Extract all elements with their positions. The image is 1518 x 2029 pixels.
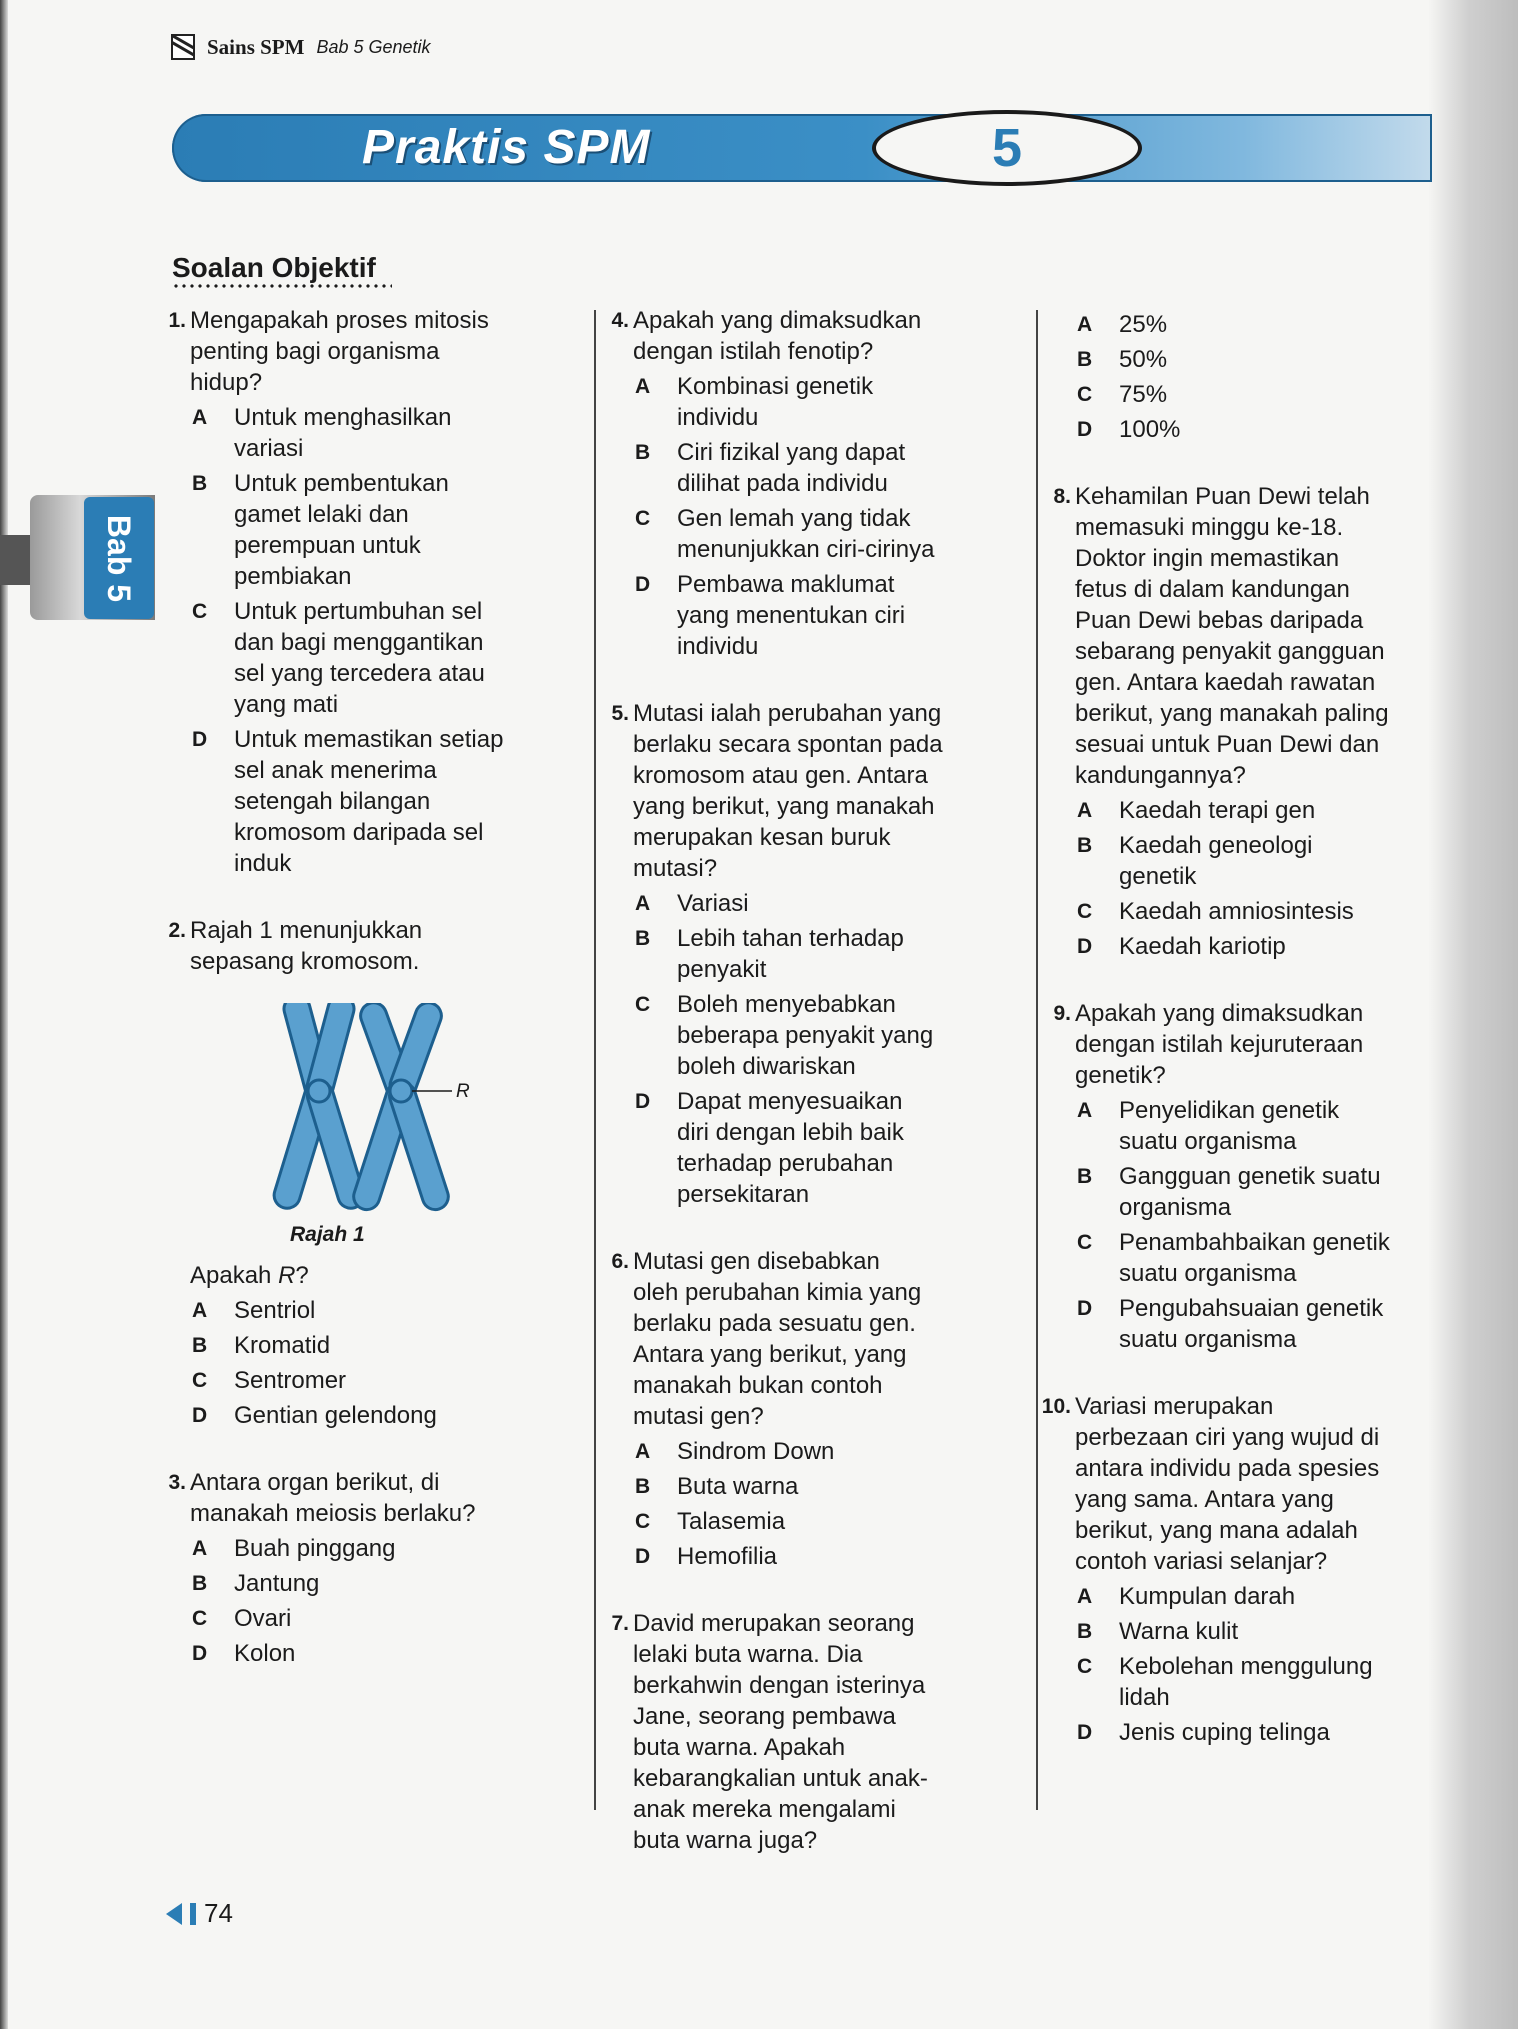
- question-number: 2.: [168, 919, 186, 942]
- option-c[interactable]: [1075, 896, 1455, 927]
- column-2: [611, 305, 1033, 1892]
- option-letter: C: [192, 1369, 208, 1392]
- option-b[interactable]: [190, 1568, 590, 1599]
- question-text: David merupakan seorang lelaki buta warna. Dia berkahwin dengan isterinya Jane, seorang pembawa buta warna. Apakah kebarangkalian untuk anak- anak mereka mengalami buta warna juga?: [633, 1610, 928, 1854]
- option-text: Jenis cuping telinga: [1119, 1719, 1330, 1746]
- section-title-underline: [172, 284, 392, 288]
- page-number: 74: [204, 1898, 233, 1928]
- question-8: [1053, 481, 1455, 962]
- option-letter: C: [1077, 383, 1093, 406]
- option-c[interactable]: [633, 989, 1033, 1082]
- question-text: Apakah yang dimaksudkan dengan istilah fenotip?: [633, 307, 922, 365]
- option-text: 75%: [1119, 381, 1168, 408]
- option-text: Untuk pertumbuhan sel dan bagi menggantikan sel yang tercedera atau yang mati: [234, 598, 485, 718]
- option-b[interactable]: [190, 1330, 590, 1361]
- option-letter: B: [635, 1475, 651, 1498]
- option-letter: B: [192, 1334, 208, 1357]
- question-number: 3.: [168, 1471, 186, 1494]
- option-letter: C: [1077, 1231, 1093, 1254]
- option-c[interactable]: [190, 596, 590, 720]
- option-letter: A: [635, 892, 651, 915]
- option-text: 25%: [1119, 311, 1168, 338]
- option-text: Kolon: [234, 1640, 296, 1667]
- option-b[interactable]: [1075, 830, 1455, 892]
- option-d[interactable]: [1075, 1293, 1455, 1355]
- option-text: Variasi: [677, 890, 749, 917]
- option-text: Kombinasi genetik individu: [677, 373, 874, 431]
- option-text: 50%: [1119, 346, 1168, 373]
- option-text: Gen lemah yang tidak menunjukkan ciri-cirinya: [677, 505, 935, 563]
- option-letter: A: [1077, 1099, 1093, 1122]
- option-letter: A: [1077, 313, 1093, 336]
- option-text: Kaedah terapi gen: [1119, 797, 1316, 824]
- section-title: Soalan Objektif: [172, 252, 376, 283]
- figure-caption: Rajah 1: [290, 1223, 365, 1246]
- option-c[interactable]: [190, 1365, 590, 1396]
- question-10: [1041, 1391, 1455, 1748]
- option-d[interactable]: [1075, 931, 1455, 962]
- option-b[interactable]: [633, 1471, 1033, 1502]
- option-letter: B: [192, 472, 208, 495]
- option-letter: A: [192, 1537, 208, 1560]
- option-letter: D: [635, 1090, 651, 1113]
- option-letter: A: [1077, 799, 1093, 822]
- option-text: Kebolehan menggulung lidah: [1119, 1653, 1373, 1711]
- question-1: [168, 305, 590, 879]
- option-d[interactable]: [190, 724, 590, 879]
- option-a[interactable]: [1075, 795, 1455, 826]
- option-text: Sentriol: [234, 1297, 316, 1324]
- option-text: Pembawa maklumat yang menentukan ciri individu: [677, 571, 906, 660]
- banner-bar: [172, 114, 1432, 182]
- left-chromosome: [271, 1003, 367, 1211]
- option-letter: B: [635, 441, 651, 464]
- side-tab-label: [84, 497, 154, 619]
- option-letter: D: [1077, 1297, 1093, 1320]
- running-header: [171, 34, 431, 60]
- page-bar-icon: [190, 1903, 196, 1925]
- option-letter: D: [1077, 1721, 1093, 1744]
- option-letter: B: [635, 927, 651, 950]
- sub-question: [190, 1260, 590, 1291]
- question-text: Apakah yang dimaksudkan dengan istilah kejuruteraan genetik?: [1075, 1000, 1364, 1089]
- option-text: Hemofilia: [677, 1543, 778, 1570]
- question-3: [168, 1467, 590, 1669]
- option-text: Dapat menyesuaikan diri dengan lebih baik terhadap perubahan persekitaran: [677, 1088, 904, 1208]
- option-text: Penambahbaikan genetik suatu organisma: [1119, 1229, 1390, 1287]
- column-1: [168, 305, 590, 1705]
- option-letter: B: [1077, 1165, 1093, 1188]
- question-number: 9.: [1053, 1002, 1071, 1025]
- option-text: Penyelidikan genetik suatu organisma: [1119, 1097, 1340, 1155]
- right-chromosome: [350, 1003, 451, 1213]
- option-letter: C: [1077, 900, 1093, 923]
- question-9: [1053, 998, 1455, 1355]
- question-text: Antara organ berikut, di manakah meiosis berlaku?: [190, 1469, 476, 1527]
- option-letter: A: [635, 1440, 651, 1463]
- page-arrow-icon: [166, 1903, 182, 1925]
- option-letter: C: [1077, 1655, 1093, 1678]
- option-d[interactable]: [1075, 414, 1455, 445]
- option-a[interactable]: [633, 371, 1033, 433]
- option-letter: C: [192, 1607, 208, 1630]
- binding-shadow: [0, 0, 8, 2029]
- option-letter: C: [635, 993, 651, 1016]
- option-b[interactable]: [1075, 344, 1455, 375]
- question-7: [611, 1608, 1033, 1856]
- question-number: 5.: [611, 702, 629, 725]
- question-text: Kehamilan Puan Dewi telah memasuki minggu ke-18. Doktor ingin memastikan fetus di dalam kandungan Puan Dewi bebas daripada sebarang penyakit gangguan gen. Antara kaedah rawatan berikut, yang manakah paling sesuai untuk Puan Dewi dan kandungannya?: [1075, 483, 1389, 789]
- option-text: Sentromer: [234, 1367, 347, 1394]
- option-letter: C: [635, 1510, 651, 1533]
- option-letter: B: [1077, 348, 1093, 371]
- book-title: Sains SPM: [207, 34, 305, 59]
- option-text: Kaedah geneologi genetik: [1119, 832, 1313, 890]
- option-text: Buta warna: [677, 1473, 799, 1500]
- column-3: [1041, 305, 1455, 1784]
- option-letter: B: [1077, 834, 1093, 857]
- question-number: 8.: [1053, 485, 1071, 508]
- option-letter: B: [192, 1572, 208, 1595]
- question-number: 1.: [168, 309, 186, 332]
- option-text: Boleh menyebabkan beberapa penyakit yang boleh diwariskan: [677, 991, 934, 1080]
- question-number: 4.: [611, 309, 629, 332]
- question-7-options: [1075, 309, 1455, 445]
- section-banner: [172, 110, 1432, 190]
- option-d[interactable]: [633, 569, 1033, 662]
- option-letter: D: [192, 1404, 208, 1427]
- option-letter: A: [1077, 1585, 1093, 1608]
- option-a[interactable]: [190, 1295, 590, 1326]
- option-text: Buah pinggang: [234, 1535, 396, 1562]
- option-c[interactable]: [190, 1603, 590, 1634]
- option-text: Pengubahsuaian genetik suatu organisma: [1119, 1295, 1384, 1353]
- publisher-logo-icon: [171, 34, 195, 60]
- option-text: Kromatid: [234, 1332, 331, 1359]
- option-text: Kumpulan darah: [1119, 1583, 1296, 1610]
- option-a[interactable]: [633, 1436, 1033, 1467]
- chapter-side-tab: [0, 485, 155, 635]
- option-text: Sindrom Down: [677, 1438, 835, 1465]
- banner-title: Praktis SPM: [362, 121, 651, 174]
- option-a[interactable]: [190, 1533, 590, 1564]
- option-b[interactable]: [633, 437, 1033, 499]
- banner-number: 5: [991, 118, 1023, 178]
- banner-number-oval: [872, 110, 1142, 186]
- option-letter: D: [192, 1642, 208, 1665]
- option-letter: D: [192, 728, 208, 751]
- option-letter: D: [635, 1545, 651, 1568]
- sub-question-text: Apakah: [190, 1262, 279, 1289]
- option-d[interactable]: [633, 1541, 1033, 1572]
- option-a[interactable]: [1075, 309, 1455, 340]
- question-text: Variasi merupakan perbezaan ciri yang wujud di antara individu pada spesies yang sama. Antara yang berikut, yang mana adalah contoh variasi selanjar?: [1075, 1393, 1380, 1575]
- option-text: Kaedah amniosintesis: [1119, 898, 1354, 925]
- option-c[interactable]: [1075, 1651, 1455, 1713]
- option-c[interactable]: [633, 503, 1033, 565]
- option-text: Gentian gelendong: [234, 1402, 437, 1429]
- page-footer: [166, 1898, 233, 1929]
- option-text: 100%: [1119, 416, 1181, 443]
- option-text: Untuk memastikan setiap sel anak menerima setengah bilangan kromosom daripada sel induk: [234, 726, 504, 877]
- column-divider: [1036, 310, 1038, 1810]
- option-b[interactable]: [1075, 1616, 1455, 1647]
- question-5: [611, 698, 1033, 1210]
- question-number: 6.: [611, 1250, 629, 1273]
- side-tab-bar: [0, 535, 30, 585]
- option-letter: A: [192, 1299, 208, 1322]
- option-letter: A: [192, 406, 208, 429]
- option-a[interactable]: [1075, 1095, 1455, 1157]
- option-text: Ovari: [234, 1605, 292, 1632]
- chapter-run-title: Bab 5 Genetik: [316, 36, 431, 57]
- question-text: Mutasi ialah perubahan yang berlaku secara spontan pada kromosom atau gen. Antara yang berikut, yang manakah merupakan kesan buruk mutasi?: [633, 700, 943, 882]
- option-d[interactable]: [190, 1400, 590, 1431]
- question-text: Mengapakah proses mitosis penting bagi organisma hidup?: [190, 307, 489, 396]
- question-text: Mutasi gen disebabkan oleh perubahan kimia yang berlaku pada sesuatu gen. Antara yang berikut, yang manakah bukan contoh mutasi gen?: [633, 1248, 922, 1430]
- question-2: [168, 915, 590, 1431]
- option-letter: B: [1077, 1620, 1093, 1643]
- option-c[interactable]: [633, 1506, 1033, 1537]
- option-text: Lebih tahan terhadap penyakit: [677, 925, 904, 983]
- option-letter: D: [1077, 418, 1093, 441]
- option-letter: D: [1077, 935, 1093, 958]
- option-b[interactable]: [1075, 1161, 1455, 1223]
- side-tab-text: Bab 5: [101, 514, 138, 602]
- option-b[interactable]: [633, 923, 1033, 985]
- figure-label-r: R: [456, 1081, 470, 1102]
- option-c[interactable]: [1075, 379, 1455, 410]
- option-text: Warna kulit: [1119, 1618, 1239, 1645]
- option-text: Kaedah kariotip: [1119, 933, 1286, 960]
- option-a[interactable]: [633, 888, 1033, 919]
- question-text: Rajah 1 menunjukkan sepasang kromosom.: [190, 917, 423, 975]
- option-letter: A: [635, 375, 651, 398]
- chromosome-pair-diagram: [260, 1003, 600, 1213]
- question-number: 7.: [611, 1612, 629, 1635]
- option-text: Gangguan genetik suatu organisma: [1119, 1163, 1381, 1221]
- option-d[interactable]: [1075, 1717, 1455, 1748]
- option-text: Talasemia: [677, 1508, 786, 1535]
- question-4: [611, 305, 1033, 662]
- option-c[interactable]: [1075, 1227, 1455, 1289]
- option-letter: C: [192, 600, 208, 623]
- option-letter: C: [635, 507, 651, 530]
- question-number: 10.: [1041, 1395, 1071, 1418]
- option-text: Untuk menghasilkan variasi: [234, 404, 452, 462]
- sub-question-mark: ?: [295, 1262, 309, 1289]
- chromosome-figure: [260, 1003, 600, 1213]
- option-text: Jantung: [234, 1570, 320, 1597]
- option-a[interactable]: [190, 402, 590, 464]
- option-letter: D: [635, 573, 651, 596]
- option-d[interactable]: [633, 1086, 1033, 1210]
- sub-question-variable: R: [278, 1262, 296, 1289]
- option-a[interactable]: [1075, 1581, 1455, 1612]
- option-text: Ciri fizikal yang dapat dilihat pada individu: [677, 439, 906, 497]
- option-text: Untuk pembentukan gamet lelaki dan perempuan untuk pembiakan: [234, 470, 449, 590]
- option-b[interactable]: [190, 468, 590, 592]
- option-d[interactable]: [190, 1638, 590, 1669]
- question-6: [611, 1246, 1033, 1572]
